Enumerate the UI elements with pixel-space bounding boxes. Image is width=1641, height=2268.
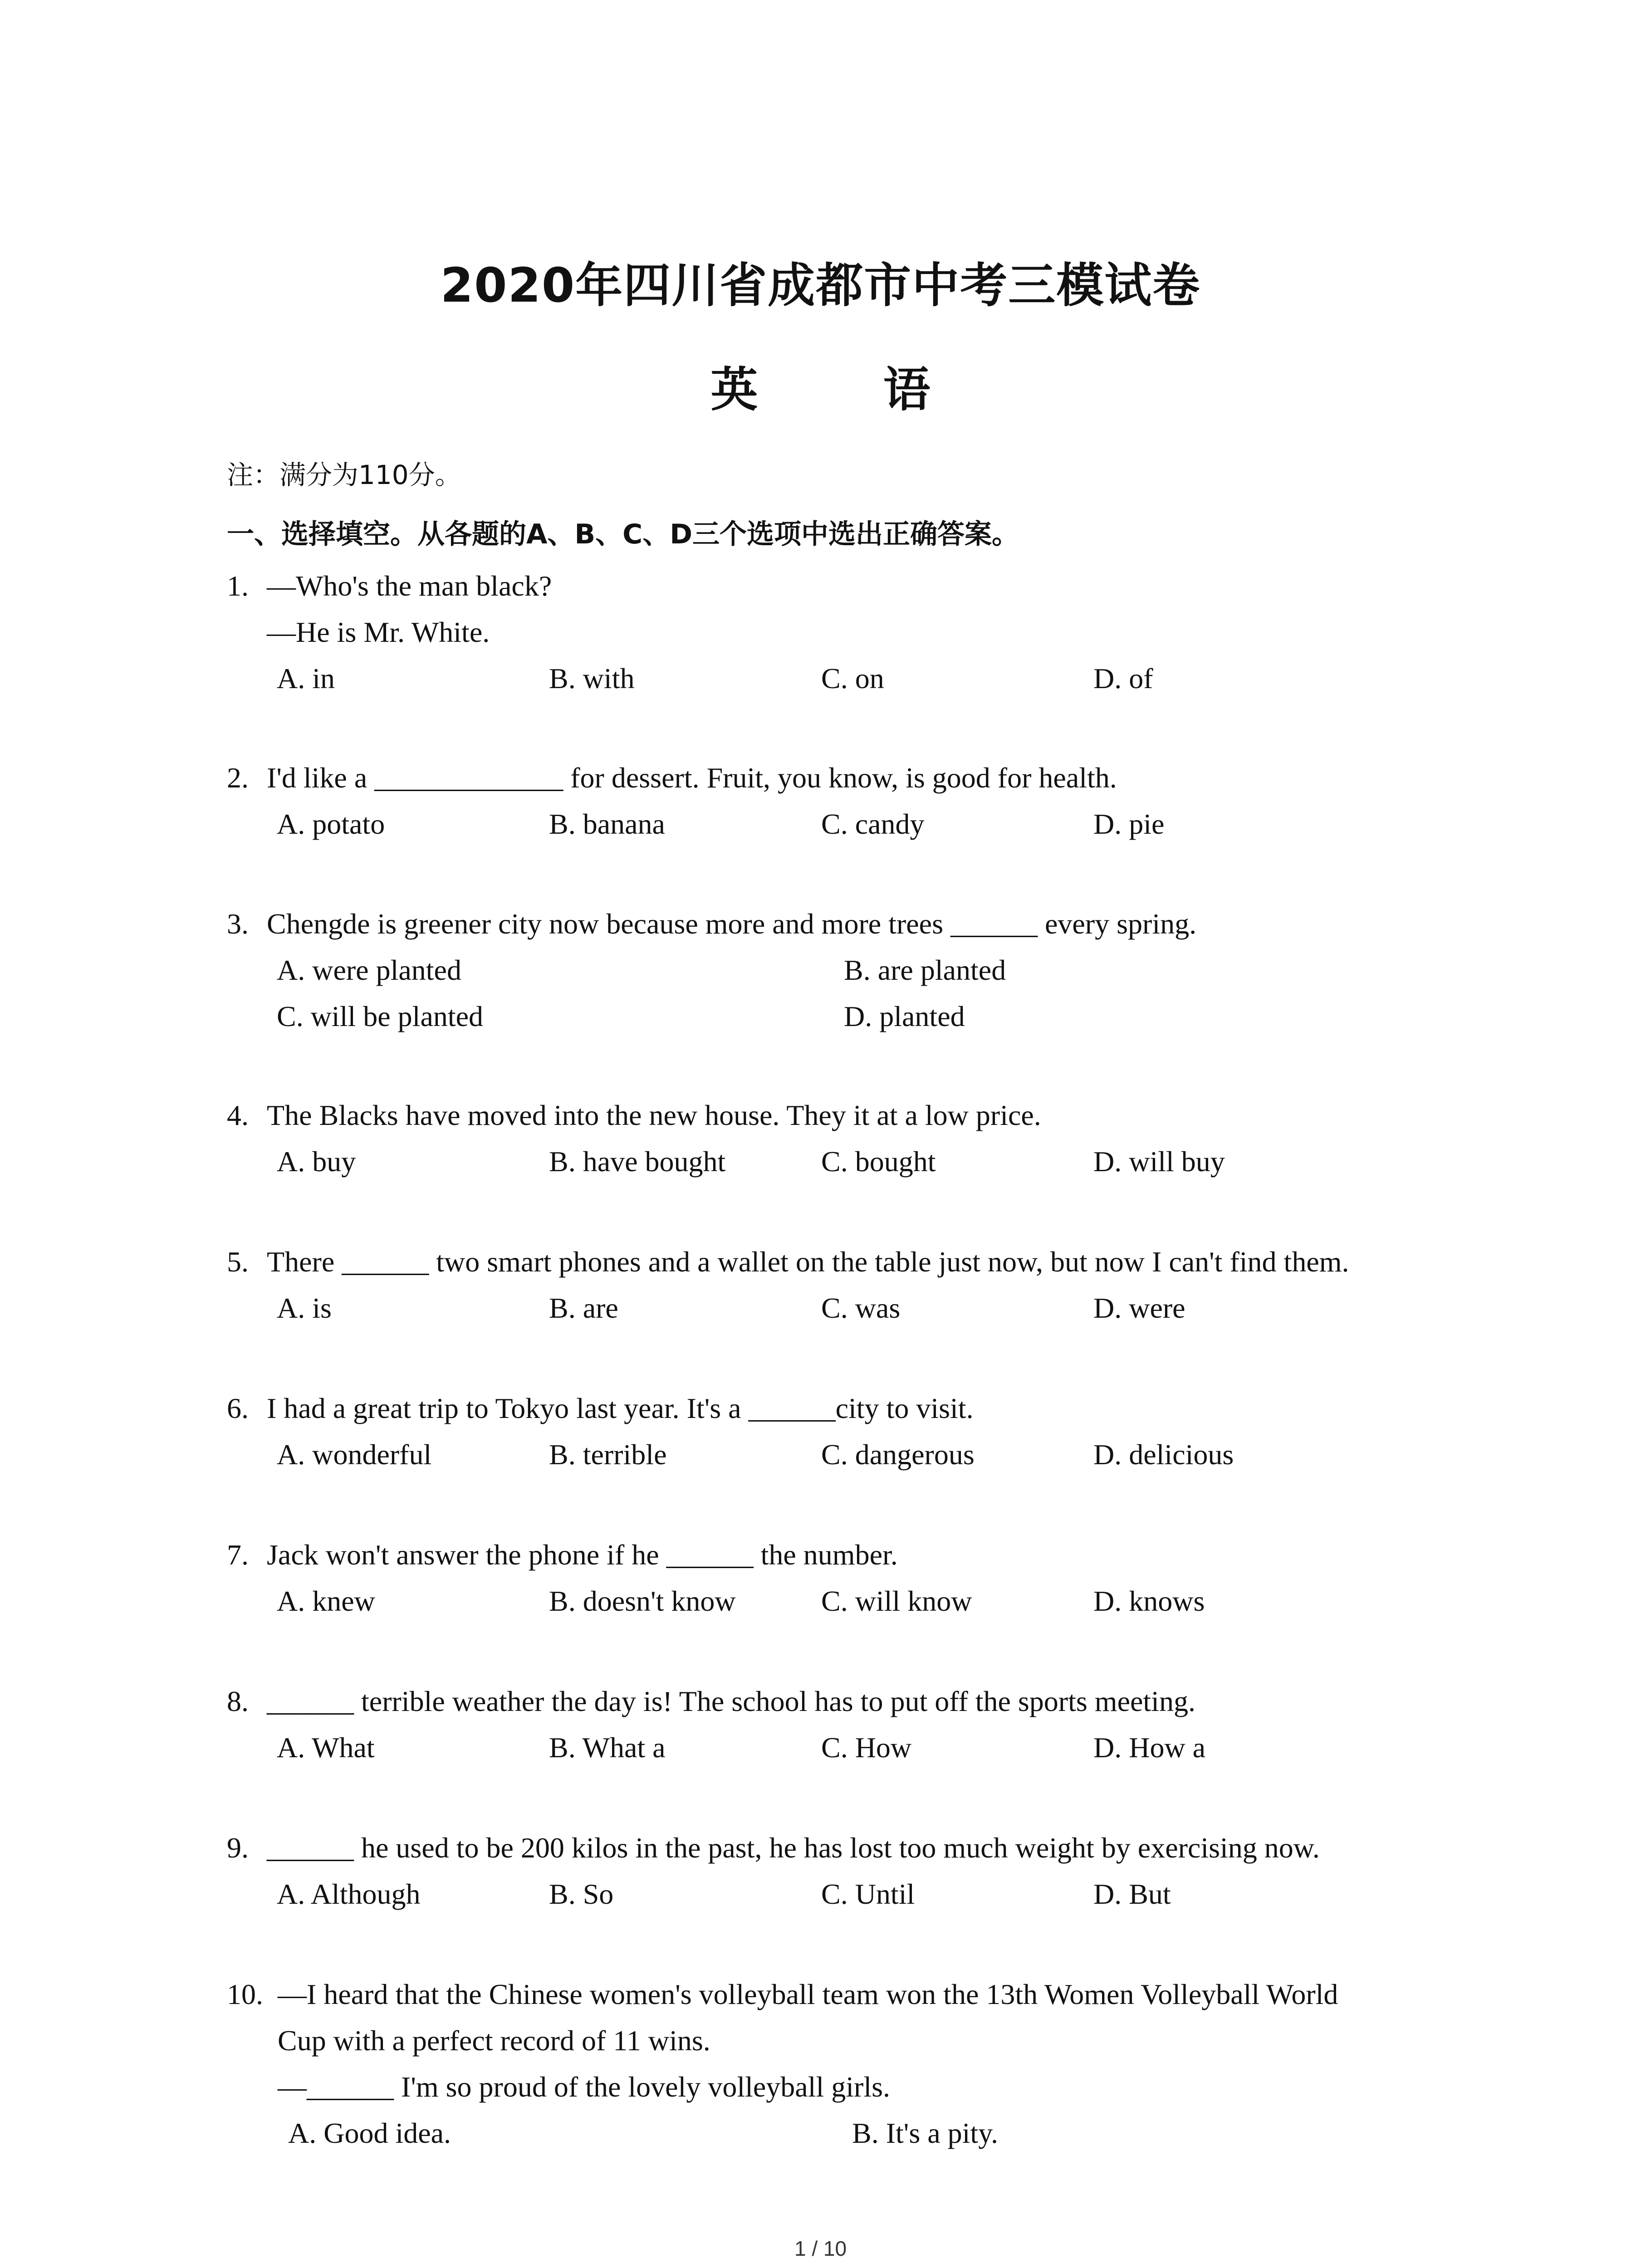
question-number: 5. — [227, 1246, 249, 1278]
subject-title: 英 语 — [710, 362, 985, 417]
option-a: A. were planted — [277, 954, 461, 986]
question-number: 6. — [227, 1392, 249, 1424]
option-a: A. potato — [277, 808, 385, 840]
question-text: I'd like a _____________ for dessert. Fruit, you know, is good for health. — [267, 762, 1117, 794]
question-text: —I heard that the Chinese women's volleyball team won the 13th Women Volleyball World — [278, 1978, 1338, 2010]
option-a: A. wonderful — [277, 1438, 432, 1471]
question-text: The Blacks have moved into the new house. They it at a low price. — [267, 1099, 1041, 1131]
question-number: 10. — [227, 1978, 263, 2010]
option-d: D. will buy — [1093, 1145, 1225, 1178]
option-b: B. are — [549, 1292, 618, 1324]
option-d: D. How a — [1093, 1731, 1206, 1764]
option-a: A. in — [277, 662, 335, 694]
question-number: 4. — [227, 1099, 249, 1131]
option-a: A. knew — [277, 1585, 375, 1617]
option-c: C. will know — [821, 1585, 972, 1617]
question-text: I had a great trip to Tokyo last year. It's a ______city to visit. — [267, 1392, 974, 1424]
score-note: 注：满分为110分。 — [227, 459, 461, 490]
question-number: 7. — [227, 1539, 249, 1571]
option-b: B. banana — [549, 808, 665, 840]
option-b: B. terrible — [549, 1438, 667, 1471]
question-text: —Who's the man black? — [267, 570, 552, 602]
question-number: 9. — [227, 1832, 249, 1864]
question-number: 3. — [227, 908, 249, 940]
option-a: A. Although — [277, 1878, 421, 1910]
option-a: A. Good idea. — [288, 2117, 451, 2149]
option-c: C. Until — [821, 1878, 915, 1910]
question-text: There ______ two smart phones and a wallet on the table just now, but now I can't find them. — [267, 1246, 1349, 1278]
option-b: B. So — [549, 1878, 614, 1910]
option-b: B. What a — [549, 1731, 666, 1764]
option-c: C. How — [821, 1731, 912, 1764]
option-d: D. of — [1093, 662, 1153, 694]
option-c: C. candy — [821, 808, 925, 840]
question-text: ______ terrible weather the day is! The school has to put off the sports meeting. — [267, 1685, 1195, 1717]
question-text: ______ he used to be 200 kilos in the past, he has lost too much weight by exercising now. — [267, 1832, 1320, 1864]
option-b: B. It's a pity. — [852, 2117, 999, 2149]
option-d: D. pie — [1093, 808, 1165, 840]
question-number: 1. — [227, 570, 249, 602]
section-heading: 一、选择填空。从各题的A、B、C、D三个选项中选出正确答案。 — [227, 518, 1019, 550]
option-b: B. have bought — [549, 1145, 726, 1178]
page-number: 1 / 10 — [794, 2237, 847, 2260]
option-d: D. But — [1093, 1878, 1171, 1910]
option-d: D. knows — [1093, 1585, 1205, 1617]
option-c: C. dangerous — [821, 1438, 975, 1471]
option-d: D. delicious — [1093, 1438, 1234, 1471]
question-text-line: Cup with a perfect record of 11 wins. — [278, 2024, 710, 2057]
question-text-line: —______ I'm so proud of the lovely volleyball girls. — [278, 2071, 891, 2103]
option-a: A. What — [277, 1731, 375, 1764]
option-d: D. were — [1093, 1292, 1185, 1324]
option-c: C. on — [821, 662, 884, 694]
option-b: B. are planted — [844, 954, 1006, 986]
question-text: Chengde is greener city now because more and more trees ______ every spring. — [267, 908, 1197, 940]
question-number: 8. — [227, 1685, 249, 1717]
option-c: C. bought — [821, 1145, 936, 1178]
question-text-line: —He is Mr. White. — [267, 616, 490, 648]
exam-title: 2020年四川省成都市中考三模试卷 — [440, 258, 1201, 313]
question-number: 2. — [227, 762, 249, 794]
option-d: D. planted — [844, 1000, 965, 1032]
option-b: B. with — [549, 662, 635, 694]
option-c: C. will be planted — [277, 1000, 484, 1032]
option-a: A. buy — [277, 1145, 356, 1178]
option-c: C. was — [821, 1292, 901, 1324]
option-b: B. doesn't know — [549, 1585, 736, 1617]
question-text: Jack won't answer the phone if he ______ the number. — [267, 1539, 898, 1571]
option-a: A. is — [277, 1292, 332, 1324]
